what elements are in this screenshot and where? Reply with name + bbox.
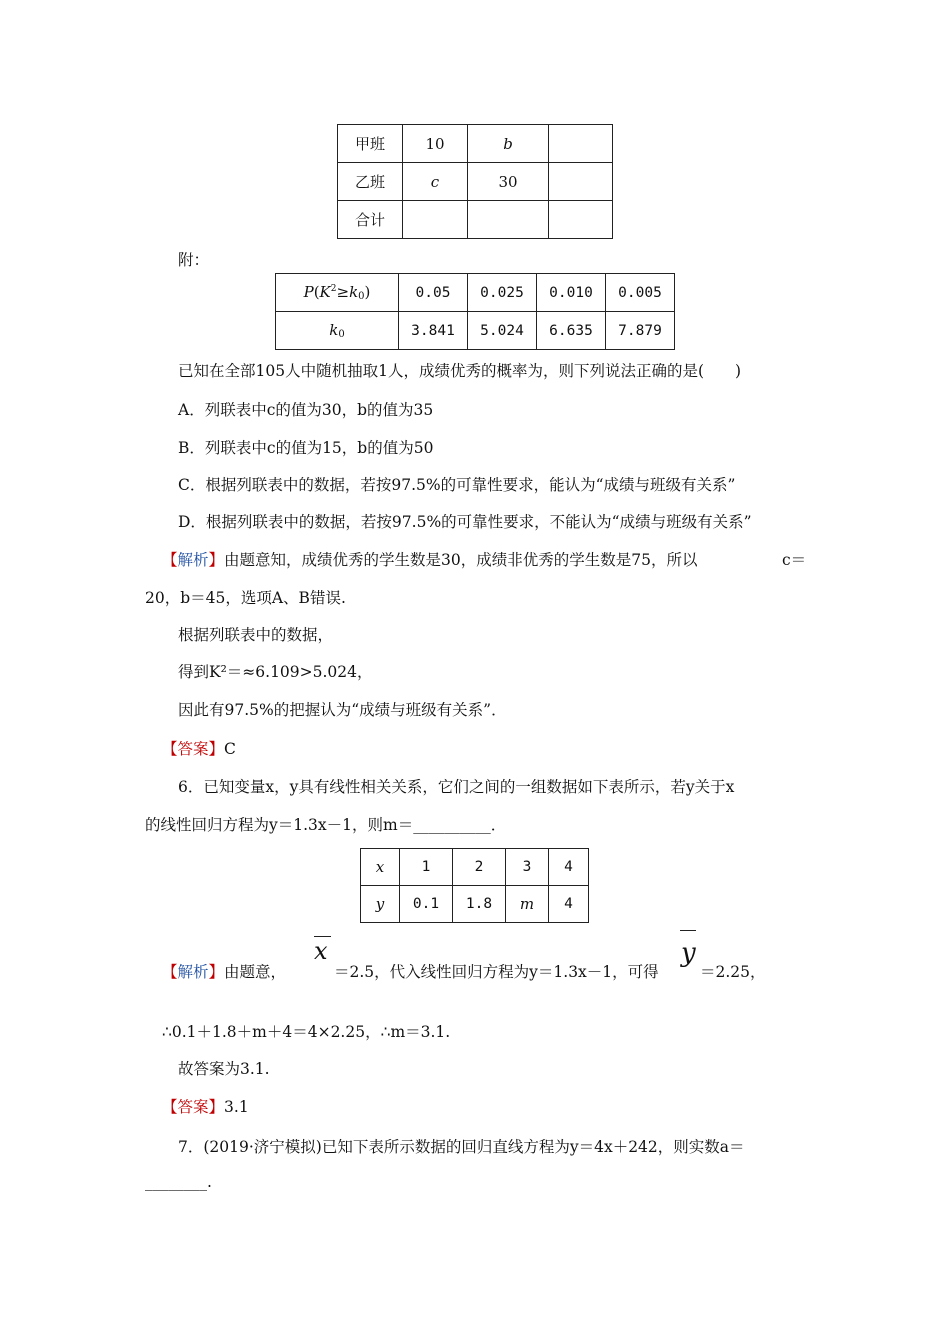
q6-analysis-line-3: 故答案为3.1. <box>178 1060 270 1078</box>
row-label: 甲班 <box>338 125 403 163</box>
alpha-cell: 0.010 <box>537 274 606 312</box>
k-value-cell: 7.879 <box>606 312 675 350</box>
k-value-cell: 5.024 <box>468 312 537 350</box>
analysis-tag: 【解析】 <box>162 551 225 569</box>
cell <box>549 125 613 163</box>
analysis-tag: 【解析】 <box>162 963 225 981</box>
cell: 10 <box>403 125 468 163</box>
q5-analysis-line-5: 因此有97.5%的把握认为“成绩与班级有关系”． <box>178 701 507 719</box>
q6-stem-line-1: 6．已知变量x，y具有线性相关关系，它们之间的一组数据如下表所示，若y关于x <box>178 778 735 796</box>
q5-answer: 【答案】C <box>162 740 236 758</box>
cell: c <box>403 163 468 201</box>
q6-analysis-line-1b: ＝2.5，代入线性回归方程为y＝1.3x－1，可得 <box>334 963 659 981</box>
class-table <box>337 124 613 239</box>
y-mean-symbol: y <box>681 938 696 968</box>
q7-stem-line-1: 7．(2019·济宁模拟)已知下表所示数据的回归直线方程为y＝4x＋242，则实数a＝ <box>178 1138 745 1156</box>
critical-value-table <box>275 273 675 350</box>
q5-analysis-line-4: 得到K²＝≈6.109>5.024， <box>178 663 373 681</box>
cell <box>549 163 613 201</box>
x-cell: 3 <box>506 849 549 886</box>
x-header: x <box>361 849 400 886</box>
q5-analysis-line-1-end: c＝ <box>782 551 807 569</box>
q6-analysis-line-2: ∴0.1＋1.8＋m＋4＝4×2.25，∴m＝3.1. <box>162 1023 451 1041</box>
y-cell: 0.1 <box>400 886 453 923</box>
cell: 30 <box>468 163 549 201</box>
q5-option-b: B．列联表中c的值为15，b的值为50 <box>178 439 434 457</box>
answer-tag: 【答案】 <box>162 1098 225 1116</box>
x-cell: 4 <box>549 849 589 886</box>
q6-analysis-line-1c: ＝2.25， <box>700 963 766 981</box>
y-mean-bar <box>680 930 696 931</box>
q7-stem-line-2: ________. <box>145 1173 212 1191</box>
q5-option-a: A．列联表中c的值为30，b的值为35 <box>178 401 434 419</box>
xy-data-table <box>360 848 589 923</box>
q5-option-c: C．根据列联表中的数据，若按97.5%的可靠性要求，能认为“成绩与班级有关系” <box>178 476 736 494</box>
alpha-cell: 0.005 <box>606 274 675 312</box>
q6-answer: 【答案】3.1 <box>162 1098 249 1116</box>
y-cell: 1.8 <box>453 886 506 923</box>
y-header: y <box>361 886 400 923</box>
row-label: 乙班 <box>338 163 403 201</box>
x-mean-symbol: x <box>314 937 328 965</box>
cell: b <box>468 125 549 163</box>
q5-analysis-line-3: 根据列联表中的数据， <box>178 626 334 644</box>
q5-option-d: D．根据列联表中的数据，若按97.5%的可靠性要求，不能认为“成绩与班级有关系” <box>178 513 752 531</box>
q5-stem: 已知在全部105人中随机抽取1人，成绩优秀的概率为，则下列说法正确的是( ) <box>178 362 742 380</box>
k-value-cell: 3.841 <box>399 312 468 350</box>
alpha-cell: 0.025 <box>468 274 537 312</box>
y-cell: 4 <box>549 886 589 923</box>
q6-analysis-line-1: 【解析】由题意， <box>162 963 287 981</box>
appendix-label: 附： <box>178 251 210 269</box>
answer-tag: 【答案】 <box>162 740 225 758</box>
x-cell: 2 <box>453 849 506 886</box>
q5-analysis-line-1: 【解析】由题意知，成绩优秀的学生数是30，成绩非优秀的学生数是75，所以 <box>162 551 698 569</box>
probability-header: $P(K^2\ge k_0)$ <box>276 274 399 312</box>
cell <box>403 201 468 239</box>
alpha-cell: 0.05 <box>399 274 468 312</box>
cell <box>549 201 613 239</box>
k-value-cell: 6.635 <box>537 312 606 350</box>
cell <box>468 201 549 239</box>
row-label: 合计 <box>338 201 403 239</box>
y-cell: m <box>506 886 549 923</box>
q5-analysis-line-2: 20，b＝45，选项A、B错误. <box>145 589 346 607</box>
x-cell: 1 <box>400 849 453 886</box>
k-header: $k_0$ <box>276 312 399 350</box>
q6-stem-line-2: 的线性回归方程为y＝1.3x－1，则m＝__________． <box>145 816 507 834</box>
